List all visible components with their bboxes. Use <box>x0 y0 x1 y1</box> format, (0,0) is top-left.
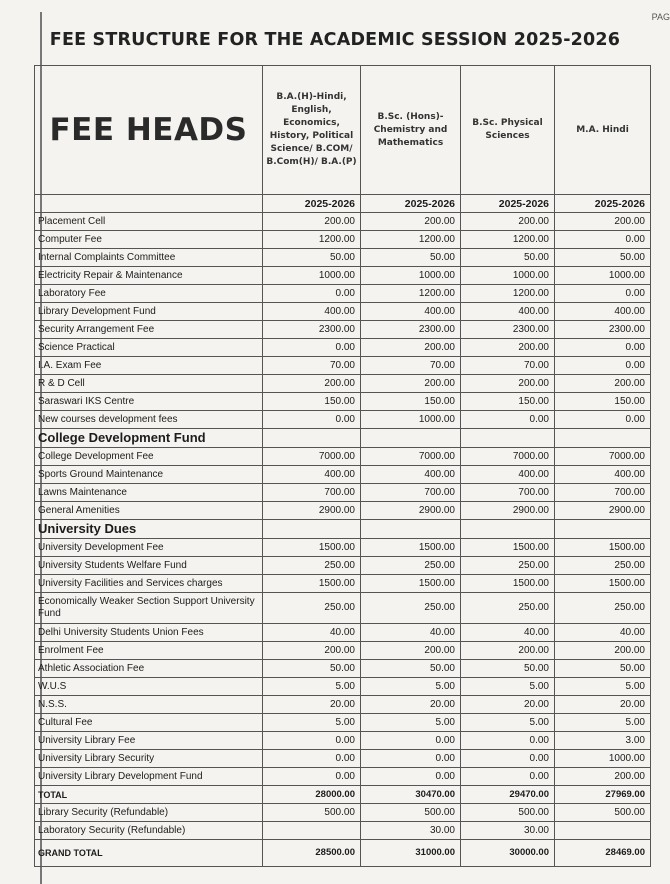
fee-amount-cell: 0.00 <box>555 357 651 375</box>
fee-amount-cell: 5.00 <box>361 714 461 732</box>
table-row <box>35 732 651 750</box>
fee-head-label: Lawns Maintenance <box>35 484 263 502</box>
fee-head-label: R & D Cell <box>35 375 263 393</box>
fee-head-label: TOTAL <box>35 786 263 804</box>
fee-amount-cell: 5.00 <box>263 714 361 732</box>
fee-amount-cell: 50.00 <box>361 249 461 267</box>
fee-amount-cell: 150.00 <box>555 393 651 411</box>
fee-amount-cell: 1200.00 <box>263 231 361 249</box>
fee-amount-cell: 1000.00 <box>361 267 461 285</box>
fee-amount-cell: 0.00 <box>555 411 651 429</box>
fee-head-label: Sports Ground Maintenance <box>35 466 263 484</box>
fee-amount-cell: 700.00 <box>263 484 361 502</box>
fee-head-label: GRAND TOTAL <box>35 840 263 867</box>
table-row <box>35 303 651 321</box>
fee-amount-cell: 0.00 <box>263 285 361 303</box>
fee-amount-cell: 20.00 <box>361 696 461 714</box>
fee-amount-cell: 0.00 <box>263 411 361 429</box>
fee-head-label: New courses development fees <box>35 411 263 429</box>
fee-amount-cell: 7000.00 <box>461 448 555 466</box>
fee-head-label: University Facilities and Services charges <box>35 575 263 593</box>
fee-amount-cell: 0.00 <box>361 750 461 768</box>
session-year-cell: 2025-2026 <box>263 195 361 213</box>
fee-amount-cell: 30000.00 <box>461 840 555 867</box>
column-header-ba: B.A.(H)-Hindi, English, Economics, History, Political Science/ B.COM/ B.Com(H)/ B.A.(P) <box>263 66 361 195</box>
fee-amount-cell: 200.00 <box>263 375 361 393</box>
page-label: PAG <box>651 12 670 22</box>
fee-amount-cell: 1200.00 <box>361 231 461 249</box>
fee-amount-cell: 1500.00 <box>361 539 461 557</box>
table-row <box>35 768 651 786</box>
fee-amount-cell: 0.00 <box>461 732 555 750</box>
table-row <box>35 593 651 624</box>
fee-amount-cell <box>263 822 361 840</box>
table-row <box>35 357 651 375</box>
table-row <box>35 642 651 660</box>
fee-amount-cell: 400.00 <box>555 303 651 321</box>
fee-amount-cell: 150.00 <box>361 393 461 411</box>
fee-amount-cell: 200.00 <box>555 768 651 786</box>
table-row <box>35 231 651 249</box>
table-row <box>35 575 651 593</box>
fee-head-label: University Library Security <box>35 750 263 768</box>
table-row <box>35 840 651 867</box>
fee-amount-cell: 40.00 <box>555 624 651 642</box>
fee-amount-cell: 7000.00 <box>263 448 361 466</box>
table-row <box>35 267 651 285</box>
fee-amount-cell: 700.00 <box>461 484 555 502</box>
fee-head-label: Laboratory Fee <box>35 285 263 303</box>
fee-head-label: I.A. Exam Fee <box>35 357 263 375</box>
fee-amount-cell: 2900.00 <box>555 502 651 520</box>
fee-amount-cell: 5.00 <box>461 678 555 696</box>
session-year-cell: 2025-2026 <box>461 195 555 213</box>
fee-amount-cell: 7000.00 <box>361 448 461 466</box>
fee-amount-cell: 0.00 <box>555 339 651 357</box>
fee-amount-cell: 200.00 <box>555 375 651 393</box>
table-row <box>35 660 651 678</box>
fee-amount-cell: 27969.00 <box>555 786 651 804</box>
empty-cell <box>263 520 361 539</box>
table-row <box>35 804 651 822</box>
fee-amount-cell: 50.00 <box>555 660 651 678</box>
fee-amount-cell: 200.00 <box>263 213 361 231</box>
fee-amount-cell: 28500.00 <box>263 840 361 867</box>
fee-amount-cell: 0.00 <box>461 768 555 786</box>
fee-amount-cell: 500.00 <box>361 804 461 822</box>
fee-amount-cell: 0.00 <box>263 732 361 750</box>
fee-head-label: Internal Complaints Committee <box>35 249 263 267</box>
table-row <box>35 714 651 732</box>
empty-cell <box>461 520 555 539</box>
fee-amount-cell: 200.00 <box>461 213 555 231</box>
fee-amount-cell: 70.00 <box>461 357 555 375</box>
fee-amount-cell: 250.00 <box>263 557 361 575</box>
section-heading-row <box>35 520 651 539</box>
fee-head-label: Athletic Association Fee <box>35 660 263 678</box>
fee-head-label: Library Security (Refundable) <box>35 804 263 822</box>
fee-amount-cell: 30470.00 <box>361 786 461 804</box>
fee-amount-cell: 400.00 <box>361 303 461 321</box>
fee-amount-cell: 200.00 <box>555 213 651 231</box>
fee-head-label: College Development Fee <box>35 448 263 466</box>
fee-head-label: Library Development Fund <box>35 303 263 321</box>
fee-amount-cell: 250.00 <box>461 557 555 575</box>
fee-amount-cell: 30.00 <box>461 822 555 840</box>
fee-head-label: Security Arrangement Fee <box>35 321 263 339</box>
fee-amount-cell: 250.00 <box>555 557 651 575</box>
fee-head-label: Delhi University Students Union Fees <box>35 624 263 642</box>
fee-amount-cell: 1000.00 <box>555 267 651 285</box>
fee-amount-cell: 0.00 <box>263 768 361 786</box>
fee-heads-heading: FEE HEADS <box>35 66 263 195</box>
fee-amount-cell: 20.00 <box>461 696 555 714</box>
fee-head-label: Cultural Fee <box>35 714 263 732</box>
fee-amount-cell: 40.00 <box>361 624 461 642</box>
table-row <box>35 213 651 231</box>
table-row <box>35 484 651 502</box>
fee-amount-cell: 5.00 <box>555 714 651 732</box>
empty-cell <box>35 195 263 213</box>
table-row <box>35 448 651 466</box>
table-row <box>35 411 651 429</box>
fee-amount-cell: 200.00 <box>461 375 555 393</box>
section-heading: University Dues <box>35 520 263 539</box>
fee-amount-cell: 1000.00 <box>461 267 555 285</box>
fee-amount-cell: 1500.00 <box>361 575 461 593</box>
fee-amount-cell: 200.00 <box>361 213 461 231</box>
table-row <box>35 750 651 768</box>
table-row <box>35 822 651 840</box>
fee-amount-cell: 250.00 <box>263 593 361 624</box>
fee-amount-cell: 250.00 <box>461 593 555 624</box>
fee-head-label: Electricity Repair & Maintenance <box>35 267 263 285</box>
fee-amount-cell: 150.00 <box>263 393 361 411</box>
fee-amount-cell: 0.00 <box>461 411 555 429</box>
fee-amount-cell: 400.00 <box>263 466 361 484</box>
fee-head-label: W.U.S <box>35 678 263 696</box>
fee-amount-cell: 150.00 <box>461 393 555 411</box>
fee-head-label: University Library Fee <box>35 732 263 750</box>
fee-amount-cell: 2300.00 <box>263 321 361 339</box>
fee-head-label: Science Practical <box>35 339 263 357</box>
fee-amount-cell: 200.00 <box>361 642 461 660</box>
fee-amount-cell: 400.00 <box>361 466 461 484</box>
fee-amount-cell: 200.00 <box>263 642 361 660</box>
fee-amount-cell: 5.00 <box>461 714 555 732</box>
fee-amount-cell: 200.00 <box>461 642 555 660</box>
table-row <box>35 249 651 267</box>
empty-cell <box>361 520 461 539</box>
fee-head-label: Enrolment Fee <box>35 642 263 660</box>
fee-amount-cell: 2300.00 <box>361 321 461 339</box>
fee-amount-cell: 1000.00 <box>555 750 651 768</box>
fee-amount-cell: 28469.00 <box>555 840 651 867</box>
session-year-row <box>35 195 651 213</box>
fee-amount-cell: 28000.00 <box>263 786 361 804</box>
fee-amount-cell: 20.00 <box>263 696 361 714</box>
fee-head-label: N.S.S. <box>35 696 263 714</box>
table-row <box>35 624 651 642</box>
fee-amount-cell: 200.00 <box>361 375 461 393</box>
table-row <box>35 557 651 575</box>
table-row <box>35 696 651 714</box>
column-header-ma-hindi: M.A. Hindi <box>555 66 651 195</box>
fee-amount-cell: 200.00 <box>555 642 651 660</box>
section-heading-row <box>35 429 651 448</box>
fee-amount-cell: 1000.00 <box>361 411 461 429</box>
fee-amount-cell: 0.00 <box>555 231 651 249</box>
fee-amount-cell: 50.00 <box>263 249 361 267</box>
fee-table-body <box>35 195 651 867</box>
fee-head-label: University Students Welfare Fund <box>35 557 263 575</box>
fee-head-label: Computer Fee <box>35 231 263 249</box>
fee-structure-table <box>34 65 651 867</box>
fee-amount-cell: 1200.00 <box>361 285 461 303</box>
fee-amount-cell: 1500.00 <box>461 539 555 557</box>
empty-cell <box>361 429 461 448</box>
fee-amount-cell: 50.00 <box>555 249 651 267</box>
fee-amount-cell: 700.00 <box>555 484 651 502</box>
fee-amount-cell: 5.00 <box>263 678 361 696</box>
fee-amount-cell: 7000.00 <box>555 448 651 466</box>
fee-head-label: University Development Fee <box>35 539 263 557</box>
fee-amount-cell: 1500.00 <box>461 575 555 593</box>
fee-amount-cell: 1500.00 <box>555 539 651 557</box>
fee-amount-cell: 20.00 <box>555 696 651 714</box>
fee-head-label: Economically Weaker Section Support University Fund <box>35 593 263 624</box>
table-row <box>35 466 651 484</box>
fee-amount-cell: 5.00 <box>361 678 461 696</box>
fee-amount-cell: 30.00 <box>361 822 461 840</box>
fee-amount-cell: 0.00 <box>263 339 361 357</box>
fee-amount-cell <box>555 822 651 840</box>
fee-amount-cell: 250.00 <box>361 593 461 624</box>
table-row <box>35 786 651 804</box>
fee-amount-cell: 1500.00 <box>263 575 361 593</box>
table-row <box>35 339 651 357</box>
fee-head-label: Laboratory Security (Refundable) <box>35 822 263 840</box>
fee-amount-cell: 5.00 <box>555 678 651 696</box>
empty-cell <box>263 429 361 448</box>
fee-amount-cell: 250.00 <box>361 557 461 575</box>
fee-amount-cell: 500.00 <box>461 804 555 822</box>
fee-amount-cell: 400.00 <box>555 466 651 484</box>
fee-amount-cell: 200.00 <box>461 339 555 357</box>
fee-amount-cell: 70.00 <box>361 357 461 375</box>
table-row <box>35 321 651 339</box>
fee-amount-cell: 250.00 <box>555 593 651 624</box>
fee-head-label: University Library Development Fund <box>35 768 263 786</box>
session-year-cell: 2025-2026 <box>361 195 461 213</box>
table-row <box>35 539 651 557</box>
column-header-bsc-physical: B.Sc. Physical Sciences <box>461 66 555 195</box>
fee-amount-cell: 0.00 <box>263 750 361 768</box>
empty-cell <box>555 520 651 539</box>
fee-head-label: Placement Cell <box>35 213 263 231</box>
fee-amount-cell: 0.00 <box>461 750 555 768</box>
table-row <box>35 502 651 520</box>
fee-amount-cell: 50.00 <box>461 249 555 267</box>
fee-amount-cell: 3.00 <box>555 732 651 750</box>
fee-amount-cell: 2300.00 <box>461 321 555 339</box>
empty-cell <box>461 429 555 448</box>
fee-head-label: Saraswari IKS Centre <box>35 393 263 411</box>
fee-amount-cell: 700.00 <box>361 484 461 502</box>
fee-amount-cell: 40.00 <box>263 624 361 642</box>
fee-amount-cell: 50.00 <box>361 660 461 678</box>
fee-amount-cell: 400.00 <box>461 303 555 321</box>
session-year-cell: 2025-2026 <box>555 195 651 213</box>
fee-amount-cell: 0.00 <box>361 768 461 786</box>
page-title: FEE STRUCTURE FOR THE ACADEMIC SESSION 2025-2026 <box>49 30 621 50</box>
fee-amount-cell: 1500.00 <box>555 575 651 593</box>
fee-amount-cell: 400.00 <box>263 303 361 321</box>
fee-amount-cell: 2900.00 <box>263 502 361 520</box>
section-heading: College Development Fund <box>35 429 263 448</box>
fee-amount-cell: 1200.00 <box>461 285 555 303</box>
fee-amount-cell: 500.00 <box>555 804 651 822</box>
fee-amount-cell: 2900.00 <box>361 502 461 520</box>
fee-amount-cell: 31000.00 <box>361 840 461 867</box>
table-row <box>35 678 651 696</box>
fee-amount-cell: 70.00 <box>263 357 361 375</box>
table-row <box>35 393 651 411</box>
fee-amount-cell: 1500.00 <box>263 539 361 557</box>
fee-amount-cell: 2900.00 <box>461 502 555 520</box>
fee-amount-cell: 0.00 <box>361 732 461 750</box>
fee-amount-cell: 50.00 <box>461 660 555 678</box>
empty-cell <box>555 429 651 448</box>
fee-amount-cell: 2300.00 <box>555 321 651 339</box>
fee-amount-cell: 400.00 <box>461 466 555 484</box>
fee-amount-cell: 500.00 <box>263 804 361 822</box>
fee-amount-cell: 200.00 <box>361 339 461 357</box>
fee-amount-cell: 40.00 <box>461 624 555 642</box>
fee-amount-cell: 29470.00 <box>461 786 555 804</box>
fee-amount-cell: 1200.00 <box>461 231 555 249</box>
fee-amount-cell: 50.00 <box>263 660 361 678</box>
column-header-row <box>35 66 651 195</box>
fee-amount-cell: 1000.00 <box>263 267 361 285</box>
table-row <box>35 285 651 303</box>
fee-head-label: General Amenities <box>35 502 263 520</box>
column-header-bsc-chem-maths: B.Sc. (Hons)- Chemistry and Mathematics <box>361 66 461 195</box>
fee-amount-cell: 0.00 <box>555 285 651 303</box>
table-row <box>35 375 651 393</box>
